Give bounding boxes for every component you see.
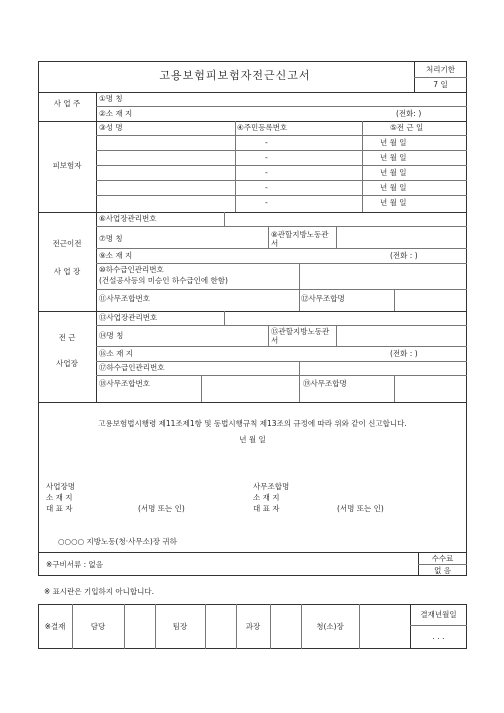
employer-name-field[interactable]: ①명 칭	[99, 94, 123, 103]
prev-name-field[interactable]: ⑦명 칭	[99, 234, 123, 243]
applicant-workplace-name[interactable]: 사업장명	[46, 482, 75, 491]
insured-id-header: ④주민등록번호	[237, 123, 288, 132]
approval-director: 청(소)장	[316, 622, 344, 631]
processing-period-label: 처리기한	[426, 65, 455, 74]
new-agency-name-field[interactable]: ⑲사무조합명	[303, 379, 347, 388]
new-office-field[interactable]: ⑮관할지방노동관서	[271, 327, 330, 345]
agency-address[interactable]: 소 재 지	[253, 493, 280, 502]
new-agency-no-field[interactable]: ⑱사무조합번호	[99, 379, 150, 388]
new-name-field[interactable]: ⑭명 칭	[99, 331, 124, 340]
fee-value: 없 음	[434, 566, 451, 575]
approval-team-leader: 팀장	[172, 622, 188, 631]
form-title: 고용보험피보험자전근신고서	[159, 69, 311, 82]
declaration-statement: 고용보험법시행령 제11조제1항 및 동법시행규칙 제13조의 규정에 따라 위와 같이 신고합니다.	[98, 419, 407, 428]
employer-phone-field[interactable]: (전화: )	[396, 109, 422, 118]
prev-agency-no-field[interactable]: ⑪사무조합번호	[99, 294, 150, 303]
insured-name-header: ③성 명	[99, 123, 123, 132]
insured-section-label: 피보험자	[52, 161, 82, 170]
new-phone-field[interactable]: (전화 : )	[390, 349, 418, 358]
new-workplace-label-1: 전 근	[58, 333, 76, 342]
prev-sub-mgmt-note: (건설공사등의 미승인 하수급인에 한함)	[99, 276, 228, 285]
prev-workplace-label-1: 전근이전	[52, 239, 82, 248]
prev-address-field[interactable]: ⑨소 재 지	[99, 251, 133, 260]
approval-date-label: 결재년월일	[420, 610, 457, 619]
employer-address-field[interactable]: ②소 재 지	[99, 109, 133, 118]
prev-sub-mgmt-field[interactable]: ⑩하수급인관리번호	[99, 265, 164, 274]
prev-mgmt-no-field[interactable]: ⑥사업장관리번호	[99, 214, 157, 223]
prev-phone-field[interactable]: (전화 : )	[390, 251, 418, 260]
required-documents: ※구비서류 : 없음	[46, 560, 104, 569]
approval-section-chief: 과장	[245, 622, 261, 631]
agency-name[interactable]: 사무조합명	[253, 482, 290, 491]
approval-date-value[interactable]: . . .	[432, 632, 445, 641]
fee-label: 수수료	[431, 554, 454, 563]
agency-signature[interactable]: (서명 또는 인)	[337, 504, 384, 513]
new-sub-mgmt-field[interactable]: ⑰하수급인관리번호	[99, 363, 165, 372]
approval-staff: 담당	[90, 622, 106, 631]
employer-section-label: 사 업 주	[53, 99, 81, 108]
new-mgmt-no-field[interactable]: ⑬사업장관리번호	[99, 313, 158, 322]
approval-label: ※결재	[44, 622, 66, 631]
prev-office-field[interactable]: ⑧관할지방노동관서	[271, 230, 329, 248]
applicant-address[interactable]: 소 재 지	[46, 493, 73, 502]
agency-representative[interactable]: 대 표 자	[253, 504, 280, 513]
applicant-signature[interactable]: (서명 또는 인)	[138, 504, 185, 513]
footnote: ※ 표시란은 기입하지 아니합니다.	[44, 587, 155, 596]
prev-workplace-label-2: 사 업 장	[53, 267, 81, 276]
insured-date-header: ⑤전 근 일	[390, 123, 424, 132]
declaration-date[interactable]: 년 월 일	[239, 435, 266, 444]
prev-agency-name-field[interactable]: ⑫사무조합명	[301, 294, 345, 303]
applicant-representative[interactable]: 대 표 자	[46, 504, 73, 513]
new-address-field[interactable]: ⑯소 재 지	[99, 349, 134, 358]
processing-period-value: 7 일	[433, 80, 448, 89]
new-workplace-label-2: 사업장	[56, 359, 78, 368]
addressee: ○○○○ 지방노동(청·사무소)장 귀하	[58, 537, 177, 546]
